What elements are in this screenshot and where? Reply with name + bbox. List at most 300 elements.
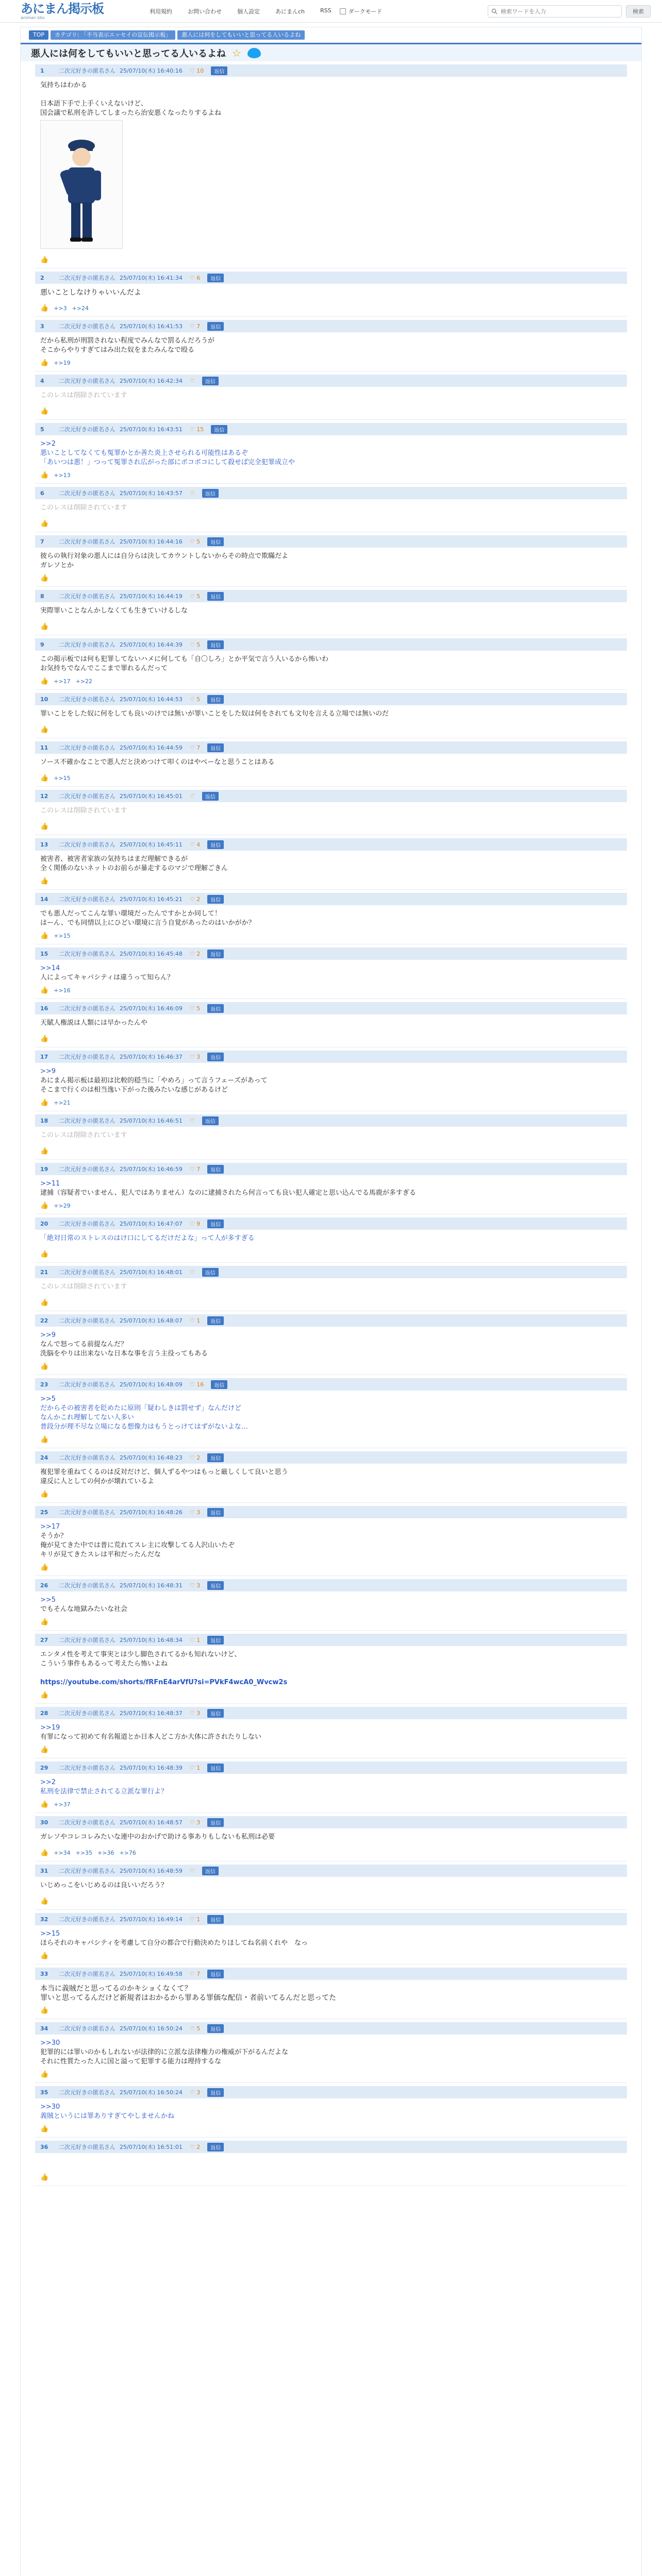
thumbs-up-icon[interactable]: 👍	[40, 359, 49, 367]
reply-button[interactable]: 返信	[207, 1970, 224, 1978]
reply-button[interactable]: 返信	[207, 950, 224, 958]
nav-settings[interactable]: 個人設定	[237, 8, 260, 15]
like-button[interactable]: ♡ 3	[189, 1709, 201, 1717]
reply-link[interactable]: +>34	[54, 1850, 71, 1856]
reply-button[interactable]: 返信	[207, 2088, 224, 2097]
post-author: 二次元好きの匿名さん	[59, 2089, 115, 2096]
reply-button[interactable]: 返信	[207, 274, 224, 282]
post-line: 国会議で私刑を許してしまったら治安悪くなったりするよね	[40, 109, 222, 117]
like-button[interactable]: ♡ 7	[189, 1165, 201, 1173]
like-button[interactable]: ♡ 7	[189, 323, 201, 330]
nav-rss[interactable]: RSS	[320, 7, 332, 14]
post-header	[35, 693, 627, 705]
like-button[interactable]: ♡	[189, 1268, 195, 1276]
reply-button[interactable]: 返信	[202, 1867, 219, 1875]
like-count: 5	[196, 641, 201, 648]
thumbs-up-icon[interactable]: 👍	[40, 471, 49, 479]
post-date: 25/07/10(木) 16:50:24	[120, 2089, 183, 2096]
reply-button[interactable]: 返信	[211, 66, 227, 75]
like-button[interactable]: ♡ 3	[189, 1509, 201, 1516]
reply-button[interactable]: 返信	[207, 840, 224, 849]
post-footer	[35, 2007, 627, 2019]
post-date: 25/07/10(木) 16:49:14	[120, 1916, 183, 1923]
post-number[interactable]: 15	[40, 950, 48, 957]
reply-link[interactable]: +>19	[54, 360, 71, 366]
post-body	[35, 1591, 627, 1618]
post-number[interactable]: 3	[40, 323, 44, 330]
reply-link[interactable]: +>37	[54, 1801, 71, 1808]
thumbs-up-icon[interactable]: 👍	[40, 987, 49, 994]
site-logo[interactable]	[21, 2, 139, 20]
reply-button[interactable]: 返信	[207, 1709, 224, 1718]
reply-button[interactable]: 返信	[207, 1316, 224, 1325]
reply-anchor[interactable]: >>15	[40, 1930, 60, 1938]
reply-button[interactable]: 返信	[207, 695, 224, 704]
breadcrumb-thread[interactable]: 悪人には何をしてもいいと思ってる人いるよね	[177, 30, 305, 40]
post-line: だからその被害者を貶めたに原則「疑わしきは罰せず」なんだけど	[40, 1404, 242, 1412]
post-body	[35, 851, 627, 877]
thumbs-up-icon[interactable]: 👍	[40, 1202, 49, 1210]
post	[35, 693, 627, 738]
reply-button[interactable]: 返信	[207, 743, 224, 752]
like-button[interactable]: ♡ 15	[189, 426, 204, 433]
post-line: 実際罪いことなんかしなくても生きていけるしな	[40, 607, 188, 615]
post	[35, 487, 627, 532]
post-number[interactable]: 11	[40, 744, 48, 751]
post-header	[35, 1816, 627, 1828]
post-number[interactable]: 13	[40, 841, 48, 848]
like-button[interactable]: ♡ 2	[189, 1454, 201, 1461]
top-nav	[150, 7, 332, 15]
thumbs-up-icon[interactable]: 👍	[40, 2071, 49, 2078]
nav-contact[interactable]: お問い合わせ	[188, 8, 222, 15]
post-number[interactable]: 9	[40, 641, 44, 648]
post-date: 25/07/10(木) 16:45:01	[120, 793, 183, 800]
post-body	[35, 499, 627, 520]
post-header	[35, 1451, 627, 1464]
reply-button[interactable]: 返信	[207, 537, 224, 546]
search-input[interactable]	[501, 8, 609, 15]
thumbs-up-icon[interactable]: 👍	[40, 2125, 49, 2133]
post-author: 二次元好きの匿名さん	[59, 323, 115, 330]
like-button[interactable]: ♡ 5	[189, 641, 201, 648]
thumbs-up-icon[interactable]: 👍	[40, 1099, 49, 1107]
post	[35, 947, 627, 999]
like-button[interactable]: ♡ 7	[189, 744, 201, 751]
reply-link[interactable]: +>21	[54, 1099, 71, 1106]
post-footer	[35, 1691, 627, 1703]
post-body	[35, 1464, 627, 1490]
post	[35, 1002, 627, 1047]
reply-anchor[interactable]: >>30	[40, 2103, 60, 2111]
post-footer	[35, 623, 627, 635]
thumbs-up-icon[interactable]: 👍	[40, 1746, 49, 1754]
post-footer	[35, 471, 627, 483]
post	[35, 741, 627, 787]
reply-button[interactable]: 返信	[207, 1915, 224, 1924]
thumbs-up-icon[interactable]: 👍	[40, 823, 49, 831]
reply-button[interactable]: 返信	[202, 377, 219, 385]
thumbs-up-icon[interactable]: 👍	[40, 256, 49, 264]
post-header	[35, 590, 627, 602]
thumbs-up-icon[interactable]: 👍	[40, 520, 49, 528]
post-number[interactable]: 4	[40, 377, 44, 384]
post-number[interactable]: 6	[40, 489, 44, 497]
reply-anchor[interactable]: >>9	[40, 1331, 56, 1339]
reply-anchor[interactable]: >>19	[40, 1724, 60, 1732]
reply-button[interactable]: 返信	[202, 489, 219, 498]
post-number[interactable]: 18	[40, 1117, 48, 1124]
reply-anchor[interactable]: >>9	[40, 1067, 56, 1075]
post-body	[35, 1391, 627, 1436]
post-date: 25/07/10(木) 16:45:11	[120, 841, 183, 848]
like-button[interactable]: ♡ 6	[189, 274, 201, 281]
post-body	[35, 1925, 627, 1952]
like-button[interactable]: ♡ 1	[189, 1317, 201, 1324]
like-button[interactable]: ♡	[189, 1867, 195, 1874]
post-body	[35, 1063, 627, 1099]
like-button[interactable]: ♡ 5	[189, 2025, 201, 2032]
post-footer	[35, 1363, 627, 1375]
reply-anchor[interactable]: >>5	[40, 1596, 56, 1604]
like-count: 5	[196, 696, 201, 703]
post-date: 25/07/10(木) 16:46:59	[120, 1166, 183, 1173]
like-count: 7	[196, 1970, 201, 1977]
post-header	[35, 2022, 627, 2035]
post-number[interactable]: 26	[40, 1582, 48, 1589]
post-author: 二次元好きの匿名さん	[59, 1005, 115, 1012]
thumbs-up-icon[interactable]: 👍	[40, 1618, 49, 1626]
post-body	[35, 1877, 627, 1897]
thumbs-up-icon[interactable]: 👍	[40, 304, 49, 312]
like-button[interactable]: ♡	[189, 489, 195, 497]
reply-button[interactable]: 返信	[207, 1053, 224, 1061]
thumbs-up-icon[interactable]: 👍	[40, 2007, 49, 2014]
post-line: だから私刑が刑罰されない程度でみんなで罰るんだろうが	[40, 337, 215, 345]
post-number[interactable]: 34	[40, 2025, 48, 2032]
thumbs-up-icon[interactable]: 👍	[40, 774, 49, 782]
reply-button[interactable]: 返信	[207, 1453, 224, 1462]
like-count: 3	[196, 1709, 201, 1717]
post-number[interactable]: 35	[40, 2089, 48, 2096]
post-date: 25/07/10(木) 16:40:16	[120, 67, 183, 74]
post-body	[35, 2153, 627, 2174]
post	[35, 1865, 627, 1910]
like-button[interactable]: ♡ 1	[189, 1636, 201, 1643]
post-line: 「絶対日常のストレスのはけ口にしてるだけだよな」って人が多すぎる	[40, 1234, 255, 1242]
post-header	[35, 947, 627, 960]
post-date: 25/07/10(木) 16:44:39	[120, 641, 183, 648]
reply-anchor[interactable]: >>30	[40, 2039, 60, 2047]
like-count: 1	[196, 1317, 201, 1324]
post-number[interactable]: 32	[40, 1916, 48, 1923]
thumbs-up-icon[interactable]: 👍	[40, 1147, 49, 1155]
post	[35, 375, 627, 420]
thumbs-up-icon[interactable]: 👍	[40, 1691, 49, 1699]
like-button[interactable]: ♡	[189, 792, 195, 800]
like-count: 3	[196, 1582, 201, 1589]
reply-button[interactable]: 返信	[207, 2143, 224, 2151]
reply-button[interactable]: 返信	[207, 1165, 224, 1174]
like-button[interactable]: ♡ 2	[189, 2143, 201, 2150]
like-button[interactable]: ♡ 3	[189, 1819, 201, 1826]
reply-button[interactable]: 返信	[202, 1116, 219, 1125]
logo-text[interactable]: あにまん掲示板	[21, 2, 104, 16]
search-box[interactable]	[488, 5, 622, 18]
post-footer	[35, 1952, 627, 1964]
like-count: 4	[196, 841, 201, 848]
post-number[interactable]: 8	[40, 592, 44, 600]
like-count: 7	[196, 323, 201, 330]
like-button[interactable]: ♡ 1	[189, 1764, 201, 1771]
post-number[interactable]: 19	[40, 1165, 48, 1173]
post-number[interactable]: 17	[40, 1053, 48, 1060]
like-button[interactable]: ♡ 10	[189, 67, 204, 74]
post-header	[35, 64, 627, 77]
post-footer	[35, 677, 627, 689]
thumbs-up-icon[interactable]: 👍	[40, 2174, 49, 2181]
like-count: 3	[196, 1819, 201, 1826]
thumbs-up-icon[interactable]: 👍	[40, 408, 49, 415]
reply-link[interactable]: +>15	[54, 775, 71, 782]
thumbs-up-icon[interactable]: 👍	[40, 1299, 49, 1307]
like-button[interactable]: ♡	[189, 1117, 195, 1124]
like-count: 3	[196, 1053, 201, 1060]
reply-button[interactable]: 返信	[207, 1764, 224, 1772]
like-button[interactable]: ♡ 9	[189, 1220, 201, 1227]
post-author: 二次元好きの匿名さん	[59, 1710, 115, 1717]
reply-button[interactable]: 返信	[207, 640, 224, 649]
post-number[interactable]: 14	[40, 895, 48, 903]
post-number[interactable]: 29	[40, 1764, 48, 1771]
reply-button[interactable]: 返信	[211, 425, 227, 434]
post-number[interactable]: 25	[40, 1509, 48, 1516]
like-button[interactable]: ♡ 4	[189, 841, 201, 848]
post-footer	[35, 987, 627, 998]
breadcrumb-top[interactable]: TOP	[29, 30, 48, 40]
reply-button[interactable]: 返信	[207, 1581, 224, 1590]
thumbs-up-icon[interactable]: 👍	[40, 726, 49, 734]
post-number[interactable]: 21	[40, 1268, 48, 1276]
post-author: 二次元好きの匿名さん	[59, 2144, 115, 2150]
like-button[interactable]: ♡ 3	[189, 1053, 201, 1060]
post	[35, 1266, 627, 1311]
post-author: 二次元好きの匿名さん	[59, 641, 115, 648]
post-number[interactable]: 1	[40, 67, 44, 74]
post-line: そこからやりすぎてはみ出た奴をまたみんなで殴る	[40, 346, 195, 354]
like-button[interactable]: ♡ 7	[189, 1970, 201, 1977]
post-number[interactable]: 7	[40, 538, 44, 545]
reply-anchor[interactable]: >>14	[40, 964, 60, 972]
post-number[interactable]: 10	[40, 696, 48, 703]
thumbs-up-icon[interactable]: 👍	[40, 677, 49, 685]
like-button[interactable]: ♡ 1	[189, 1916, 201, 1923]
like-button[interactable]: ♡	[189, 377, 195, 384]
reply-anchor[interactable]: >>2	[40, 440, 56, 448]
thumbs-up-icon[interactable]: 👍	[40, 1564, 49, 1571]
thumbs-up-icon[interactable]: 👍	[40, 1801, 49, 1808]
reply-button[interactable]: 返信	[211, 1380, 227, 1389]
post-date: 25/07/10(木) 16:46:09	[120, 1005, 183, 1012]
post-list	[21, 64, 641, 2186]
post	[35, 2141, 627, 2186]
post-line: 犯罪的には罪いのかもしれないが法律的に立派な法律権力の権威が下がるんだよな	[40, 2048, 289, 2056]
thumbs-up-icon[interactable]: 👍	[40, 623, 49, 631]
post-date: 25/07/10(木) 16:46:51	[120, 1117, 183, 1124]
search-button[interactable]: 検索	[626, 5, 651, 18]
reply-button[interactable]: 返信	[207, 1508, 224, 1517]
reply-link[interactable]: +>36	[97, 1850, 114, 1856]
post-header	[35, 272, 627, 284]
post-footer	[35, 1436, 627, 1448]
post-number[interactable]: 27	[40, 1636, 48, 1643]
post-number[interactable]: 30	[40, 1819, 48, 1826]
post-author: 二次元好きの匿名さん	[59, 951, 115, 957]
like-button[interactable]: ♡ 5	[189, 696, 201, 703]
reply-anchor[interactable]: >>11	[40, 1180, 60, 1188]
post	[35, 2022, 627, 2083]
post-body	[35, 77, 627, 256]
nav-terms[interactable]: 利用規約	[150, 8, 172, 15]
post-number[interactable]: 36	[40, 2143, 48, 2150]
post-date: 25/07/10(木) 16:48:37	[120, 1710, 183, 1717]
thumbs-up-icon[interactable]: 👍	[40, 1250, 49, 1258]
reply-anchor[interactable]: >>2	[40, 1778, 56, 1786]
reply-link[interactable]: +>15	[54, 933, 71, 939]
post-body	[35, 1518, 627, 1564]
post-number[interactable]: 12	[40, 792, 48, 800]
post-footer	[35, 304, 627, 316]
post-header	[35, 1968, 627, 1980]
like-button[interactable]: ♡ 2	[189, 950, 201, 957]
post-link[interactable]: https://youtube.com/shorts/fRFnE4arVfU?si=PVkF4wcA0_Wvcw2s	[40, 1679, 288, 1686]
nav-animanch[interactable]: あにまんch	[275, 8, 305, 15]
post-author: 二次元好きの匿名さん	[59, 1509, 115, 1516]
reply-button[interactable]: 返信	[207, 895, 224, 904]
post-date: 25/07/10(木) 16:50:24	[120, 2025, 183, 2032]
post-number[interactable]: 5	[40, 426, 44, 433]
thumbs-up-icon[interactable]: 👍	[40, 574, 49, 582]
post-header	[35, 535, 627, 548]
post-number[interactable]: 28	[40, 1709, 48, 1717]
post-number[interactable]: 33	[40, 1970, 48, 1977]
like-count: 5	[196, 2025, 201, 2032]
post-header	[35, 1913, 627, 1925]
twitter-share-icon[interactable]	[247, 48, 261, 58]
post-body	[35, 435, 627, 471]
reply-button[interactable]: 返信	[207, 1004, 224, 1013]
reply-button[interactable]: 返信	[207, 2024, 224, 2033]
favorite-star-icon[interactable]: ☆	[232, 46, 241, 59]
post-number[interactable]: 23	[40, 1381, 48, 1388]
thumbs-up-icon[interactable]: 👍	[40, 1035, 49, 1043]
post-line: 義賊というには罪ありすぎてやしませんかね	[40, 2112, 175, 2120]
like-button[interactable]: ♡ 5	[189, 1005, 201, 1012]
breadcrumb-category[interactable]: カテゴリ: 「不当表示エッセイの宣伝掲示板」	[51, 30, 175, 40]
reply-link[interactable]: +>24	[72, 305, 89, 312]
reply-link[interactable]: +>35	[75, 1850, 93, 1856]
post-footer	[35, 1299, 627, 1311]
thumbs-up-icon[interactable]: 👍	[40, 1363, 49, 1370]
reply-link[interactable]: +>22	[75, 678, 93, 685]
post-number[interactable]: 22	[40, 1317, 48, 1324]
like-button[interactable]: ♡ 3	[189, 2089, 201, 2096]
reply-button[interactable]: 返信	[207, 322, 224, 331]
post-number[interactable]: 16	[40, 1005, 48, 1012]
like-button[interactable]: ♡ 3	[189, 1582, 201, 1589]
post-footer	[35, 726, 627, 738]
post-number[interactable]: 24	[40, 1454, 48, 1461]
thumbs-up-icon[interactable]: 👍	[40, 1952, 49, 1960]
reply-link[interactable]: +>17	[54, 678, 71, 685]
reply-link[interactable]: +>3	[54, 305, 67, 312]
post	[35, 790, 627, 835]
dark-mode-toggle[interactable]	[340, 7, 383, 15]
reply-anchor[interactable]: >>17	[40, 1523, 60, 1531]
thumbs-up-icon[interactable]: 👍	[40, 1849, 49, 1857]
like-button[interactable]: ♡ 16	[189, 1381, 204, 1388]
reply-button[interactable]: 返信	[207, 1636, 224, 1645]
like-button[interactable]: ♡ 5	[189, 538, 201, 545]
post-footer	[35, 1099, 627, 1111]
post-number[interactable]: 31	[40, 1867, 48, 1874]
post	[35, 1968, 627, 2019]
post-author: 二次元好きの匿名さん	[59, 426, 115, 433]
reply-link[interactable]: +>76	[119, 1850, 136, 1856]
police-officer-illustration[interactable]	[40, 120, 123, 249]
reply-link[interactable]: +>29	[54, 1202, 71, 1209]
post-body	[35, 1127, 627, 1147]
reply-button[interactable]: 返信	[202, 792, 219, 801]
reply-button[interactable]: 返信	[207, 1219, 224, 1228]
post-number[interactable]: 20	[40, 1220, 48, 1227]
post-date: 25/07/10(木) 16:46:37	[120, 1054, 183, 1060]
post-body	[35, 1327, 627, 1363]
thumbs-up-icon[interactable]: 👍	[40, 1897, 49, 1905]
thumbs-up-icon[interactable]: 👍	[40, 1436, 49, 1444]
reply-button[interactable]: 返信	[207, 592, 224, 601]
post-line: 罪いと思ってるんだけど新規者はおかるから罪ある罪価な配信・者前いてるんだと思ってた	[40, 1994, 336, 2002]
thumbs-up-icon[interactable]: 👍	[40, 1490, 49, 1498]
dark-mode-checkbox[interactable]	[340, 8, 346, 14]
post	[35, 1506, 627, 1576]
post-body	[35, 1980, 627, 2007]
reply-link[interactable]: +>16	[54, 987, 71, 994]
post-header	[35, 1378, 627, 1391]
post-header	[35, 1114, 627, 1127]
reply-button[interactable]: 返信	[202, 1268, 219, 1277]
post-date: 25/07/10(木) 16:48:01	[120, 1269, 183, 1276]
post-number[interactable]: 2	[40, 274, 44, 281]
post-body	[35, 602, 627, 623]
like-count: 9	[196, 1220, 201, 1227]
post-body	[35, 651, 627, 677]
reply-link[interactable]: +>13	[54, 472, 71, 479]
thumbs-up-icon[interactable]: 👍	[40, 932, 49, 940]
post-footer	[35, 2174, 627, 2185]
post-body	[35, 1278, 627, 1299]
reply-button[interactable]: 返信	[207, 1818, 224, 1827]
post-header	[35, 1050, 627, 1063]
post-body	[35, 1014, 627, 1035]
thumbs-up-icon[interactable]: 👍	[40, 877, 49, 885]
post-line: そこまで行くのは相当逸い下がった後みたいな感じがあるけど	[40, 1086, 228, 1094]
reply-anchor[interactable]: >>5	[40, 1395, 56, 1403]
post-footer	[35, 1801, 627, 1812]
post-line: はーん、でも同情以上にひどい環境に言う自覚があったのはいかがか？	[40, 919, 255, 927]
like-button[interactable]: ♡ 2	[189, 895, 201, 903]
like-button[interactable]: ♡ 5	[189, 592, 201, 600]
